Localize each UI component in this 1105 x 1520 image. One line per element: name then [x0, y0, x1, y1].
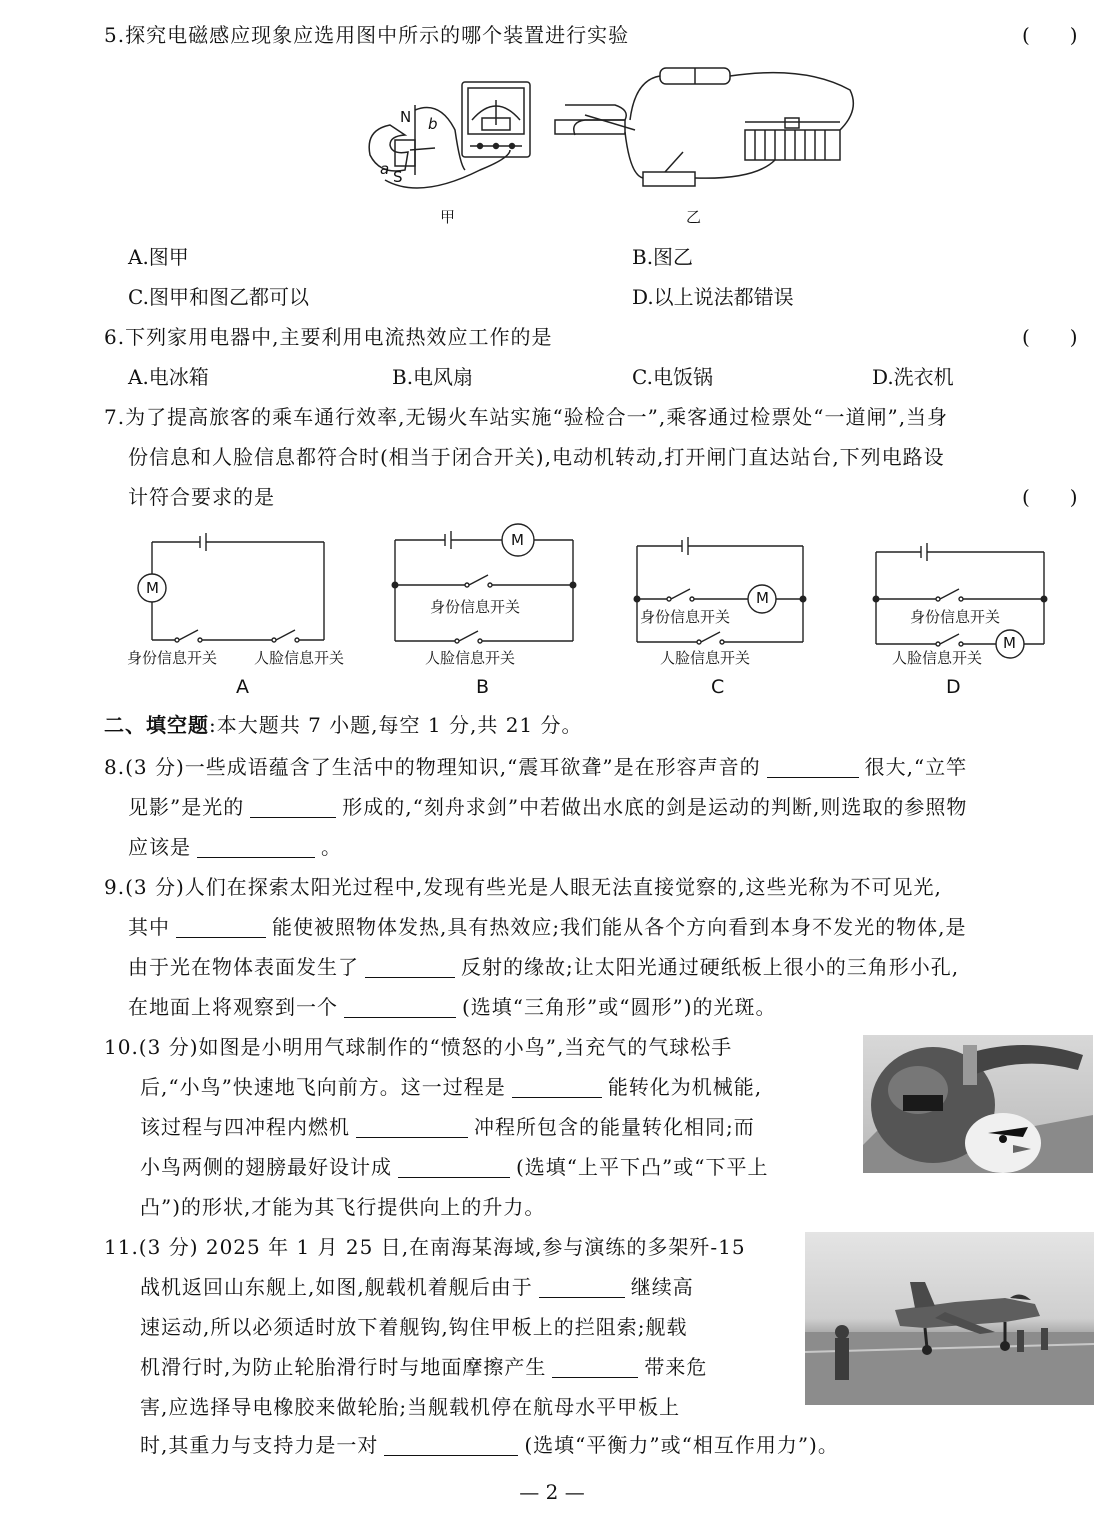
- angry-bird-photo: [863, 1035, 1093, 1173]
- q9-line-3: 由于光在物体表面发生了 反射的缘故;让太阳光通过硬纸板上很小的三角形小孔,: [128, 955, 960, 979]
- q8-blank-2[interactable]: [250, 795, 336, 818]
- q10-line-3: 该过程与四冲程内燃机 冲程所包含的能量转化相同;而: [140, 1115, 755, 1139]
- q9-blank-3[interactable]: [344, 995, 456, 1018]
- circuit-d-letter: D: [946, 676, 961, 698]
- q8-blank-3[interactable]: [197, 835, 315, 858]
- circuit-a-letter: A: [236, 676, 249, 698]
- q11-blank-1[interactable]: [539, 1275, 625, 1298]
- q11-blank-2[interactable]: [552, 1355, 638, 1378]
- fig-label-a: a: [380, 160, 390, 178]
- circuit-a-face-switch: 人脸信息开关: [254, 649, 345, 667]
- circuit-d: [866, 540, 1066, 660]
- fig-caption-yi: 乙: [686, 208, 702, 226]
- q5-answer-paren: ( ): [1022, 23, 1078, 47]
- circuit-d-motor: M: [1003, 634, 1016, 652]
- circuit-a: [140, 532, 340, 652]
- q8-line-3: 应该是 。: [128, 835, 342, 859]
- q5-stem: 5.探究电磁感应现象应选用图中所示的哪个装置进行实验: [104, 23, 630, 47]
- q9-line-4: 在地面上将观察到一个 (选填“三角形”或“圆形”)的光斑。: [128, 995, 777, 1019]
- q7-line-3: 计符合要求的是: [128, 485, 275, 509]
- q10-line-5: 凸”)的形状,才能为其飞行提供向上的升力。: [140, 1195, 546, 1219]
- q5-option-b: B.图乙: [632, 245, 694, 269]
- circuit-b-letter: B: [476, 676, 490, 698]
- q11-line-6: 时,其重力与支持力是一对 (选填“平衡力”或“相互作用力”)。: [140, 1433, 839, 1457]
- fig-label-b: b: [428, 115, 438, 133]
- q9-blank-2[interactable]: [365, 955, 455, 978]
- q11-line-4: 机滑行时,为防止轮胎滑行时与地面摩擦产生 带来危: [140, 1355, 708, 1379]
- q8-line-2: 见影”是光的 形成的,“刻舟求剑”中若做出水底的剑是运动的判断,则选取的参照物: [128, 795, 968, 819]
- circuit-b: [385, 528, 585, 648]
- q5-option-c: C.图甲和图乙都可以: [128, 285, 309, 309]
- circuit-c-letter: C: [711, 676, 725, 698]
- circuit-c: [627, 534, 817, 654]
- q8-blank-1[interactable]: [767, 755, 859, 778]
- fig-caption-jia: 甲: [440, 208, 456, 226]
- q5-option-a: A.图甲: [128, 245, 189, 269]
- q10-blank-3[interactable]: [398, 1155, 510, 1178]
- q7-answer-paren: ( ): [1022, 485, 1078, 509]
- q8-line-1: 8.(3 分)一些成语蕴含了生活中的物理知识,“震耳欲聋”是在形容声音的 很大,“立竿: [104, 755, 968, 779]
- circuit-c-id-switch: 身份信息开关: [640, 608, 731, 626]
- figure-yi: [545, 60, 865, 200]
- figure-jia: [360, 70, 560, 210]
- section-2-desc: :本大题共 7 小题,每空 1 分,共 21 分。: [209, 713, 583, 737]
- q11-line-5: 害,应选择导电橡胶来做轮胎;当舰载机停在航母水平甲板上: [140, 1395, 681, 1419]
- q9-line-1: 9.(3 分)人们在探索太阳光过程中,发现有些光是人眼无法直接觉察的,这些光称为不可见光,: [104, 875, 942, 899]
- fig-label-N: N: [400, 108, 412, 126]
- fig-label-S: S: [393, 168, 403, 186]
- q6-option-c: C.电饭锅: [632, 365, 713, 389]
- circuit-d-id-switch: 身份信息开关: [910, 608, 1001, 626]
- section-2-title: 二、填空题: [104, 713, 209, 737]
- circuit-b-motor: M: [511, 531, 524, 549]
- circuit-d-face-switch: 人脸信息开关: [892, 649, 983, 667]
- circuit-b-id-switch: 身份信息开关: [430, 598, 521, 616]
- q5-option-d: D.以上说法都错误: [632, 285, 794, 309]
- q6-option-a: A.电冰箱: [128, 365, 209, 389]
- circuit-c-face-switch: 人脸信息开关: [660, 649, 751, 667]
- q9-blank-1[interactable]: [176, 915, 266, 938]
- q11-blank-3[interactable]: [384, 1433, 518, 1456]
- fighter-jet-photo: [805, 1232, 1094, 1405]
- q7-line-2: 份信息和人脸信息都符合时(相当于闭合开关),电动机转动,打开闸门直达站台,下列电路设: [128, 445, 945, 469]
- q10-blank-1[interactable]: [512, 1075, 602, 1098]
- q6-option-b: B.电风扇: [392, 365, 474, 389]
- circuit-a-id-switch: 身份信息开关: [127, 649, 218, 667]
- q7-line-1: 7.为了提高旅客的乘车通行效率,无锡火车站实施“验检合一”,乘客通过检票处“一道闸”,当身: [104, 405, 949, 429]
- q11-line-1: 11.(3 分) 2025 年 1 月 25 日,在南海某海域,参与演练的多架歼-15: [104, 1235, 746, 1259]
- q10-blank-2[interactable]: [356, 1115, 468, 1138]
- circuit-c-motor: M: [756, 589, 769, 607]
- q11-line-2: 战机返回山东舰上,如图,舰载机着舰后由于 继续高: [140, 1275, 694, 1299]
- q6-answer-paren: ( ): [1022, 325, 1078, 349]
- circuit-b-face-switch: 人脸信息开关: [425, 649, 516, 667]
- section-2-heading: [104, 710, 583, 740]
- circuit-a-motor: M: [146, 579, 159, 597]
- q6-option-d: D.洗衣机: [872, 365, 954, 389]
- q9-line-2: 其中 能使被照物体发热,具有热效应;我们能从各个方向看到本身不发光的物体,是: [128, 915, 967, 939]
- page-number: — 2 —: [519, 1480, 585, 1504]
- q11-line-3: 速运动,所以必须适时放下着舰钩,钩住甲板上的拦阻索;舰载: [140, 1315, 688, 1339]
- q10-line-2: 后,“小鸟”快速地飞向前方。这一过程是 能转化为机械能,: [140, 1075, 763, 1099]
- q10-line-1: 10.(3 分)如图是小明用气球制作的“愤怒的小鸟”,当充气的气球松手: [104, 1035, 733, 1059]
- q10-line-4: 小鸟两侧的翅膀最好设计成 (选填“上平下凸”或“下平上: [140, 1155, 769, 1179]
- q6-stem: 6.下列家用电器中,主要利用电流热效应工作的是: [104, 325, 553, 349]
